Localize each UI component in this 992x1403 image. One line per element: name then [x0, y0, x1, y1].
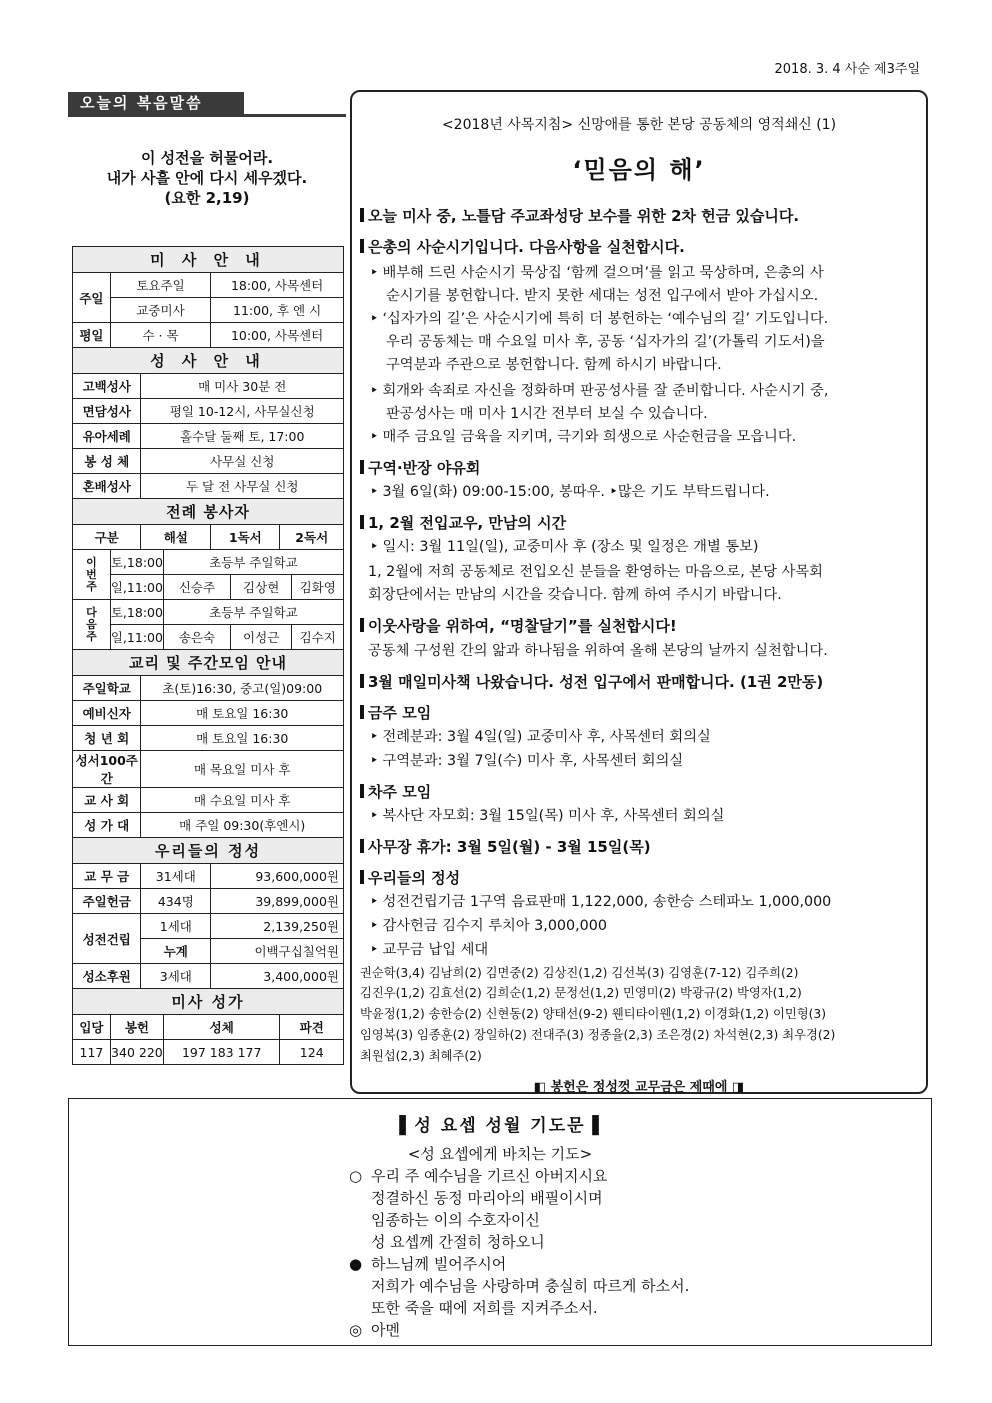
building-count: 1세대: [141, 914, 211, 939]
prayer-title: ▌성 요셉 성월 기도문▐: [399, 1116, 601, 1136]
prayer-text: 임종하는 이의 수호자이신: [371, 1211, 540, 1229]
sacrament-value: 사무실 신청: [141, 449, 344, 474]
notice-heading: 이웃사랑을 위하여, “명찰달기”를 실천합시다!: [360, 615, 926, 638]
prayer-text: 아멘: [371, 1321, 400, 1339]
notice-bullet: ‣ 일시: 3월 11일(일), 교중미사 후 (장소 및 일정은 개별 통보): [360, 536, 936, 559]
notice-names: 박윤정(1,2) 송한승(2) 신현동(2) 양태선(9-2) 웬티타이웬(1,2) 이경화(1,2) 이민형(3): [360, 1007, 827, 1021]
gospel-line: 이 성전을 허물어라.: [140, 149, 274, 167]
liturgy-header: 구분: [73, 525, 141, 550]
notice-text: 구역분과 주관으로 봉헌합니다. 함께 하시기 바랍니다.: [386, 357, 722, 373]
prayer-text: 우리 주 예수님을 기르신 아버지시요: [371, 1167, 608, 1185]
gospel-tab-rule: [68, 114, 346, 117]
offering-name: 주일헌금: [73, 889, 141, 914]
prayer-line: [349, 1231, 545, 1253]
notice-names: 임영복(3) 임종훈(2) 장일하(2) 전대주(3) 정종율(2,3) 조은경(2) 차석현(2,3) 최우경(2): [360, 1028, 836, 1042]
mass-time: 10:00, 사목센터: [211, 323, 344, 348]
prayer-mark: ○: [349, 1167, 363, 1185]
notice-bullet: ‣ 매주 금요일 금육을 지키며, 극기와 희생으로 사순헌금을 모읍니다.: [360, 426, 936, 449]
notice-text: 우리 공동체는 매 수요일 미사 후, 공동 ‘십자가의 길’(가톨릭 기도서)을: [386, 334, 825, 350]
offering-name: 성소후원: [73, 964, 141, 989]
mass-name: 토요주일: [110, 273, 210, 298]
building-amount: 2,139,250원: [211, 914, 344, 939]
notice-subtitle: <2018년 사목지침> 신망애를 통한 본당 공동체의 영적쇄신 (1): [441, 117, 837, 133]
notice-heading: 1, 2월 전입교우, 만남의 시간: [360, 512, 926, 535]
liturgy-header: 2독서: [280, 525, 344, 550]
liturgy-day: 토,18:00: [110, 600, 163, 625]
prayer-line: [349, 1253, 506, 1275]
hymn-value: 197 183 177: [163, 1040, 280, 1065]
prayer-line: [349, 1165, 607, 1187]
liturgy-next-week-label: 다음주: [73, 600, 111, 650]
catechism-value: 매 수요일 미사 후: [141, 788, 344, 813]
notice-heading: 사무장 휴가: 3월 5일(월) - 3월 15일(목): [360, 836, 926, 859]
prayer-mark: ●: [349, 1255, 363, 1273]
notice-bullet: ‣ 배부해 드린 사순시기 묵상집 ‘함께 걸으며’를 읽고 묵상하며, 은총의 사: [360, 262, 936, 285]
offering-amount: 3,400,000원: [211, 964, 344, 989]
prayer-subtitle: <성 요셉에게 바치는 기도>: [407, 1145, 593, 1163]
sacrament-name: 혼배성사: [73, 474, 141, 499]
liturgy-reader-2: 김수지: [292, 625, 344, 650]
prayer-line: [349, 1319, 400, 1341]
catechism-value: 매 토요일 16:30: [141, 726, 344, 751]
sacrament-value: 홀수달 둘째 토, 17:00: [141, 424, 344, 449]
hymn-value: 117: [73, 1040, 111, 1065]
building-count: 누계: [141, 939, 211, 964]
hymns-title: 미사 성가: [73, 989, 344, 1015]
liturgy-reader-1: 이성근: [230, 625, 291, 650]
notice-bullet: ‣ ‘십자가의 길’은 사순시기에 특히 더 봉헌하는 ‘예수님의 길’ 기도입니다.: [360, 308, 936, 331]
bulletin-date: 2018. 3. 4 사순 제3주일: [774, 62, 920, 77]
sacrament-name: 고백성사: [73, 374, 141, 399]
prayer-box: [68, 1098, 932, 1346]
liturgy-commentator: 송은숙: [163, 625, 230, 650]
liturgy-merged: 초등부 주일학교: [163, 600, 343, 625]
notice-footer: ◧ 봉헌은 정성껏 교무금은 제때에 ◨: [533, 1080, 745, 1095]
liturgy-header: 1독서: [211, 525, 280, 550]
liturgy-merged: 초등부 주일학교: [163, 550, 343, 575]
hymn-header: 입당: [73, 1015, 111, 1040]
offering-count: 31세대: [141, 864, 211, 889]
catechism-value: 매 목요일 미사 후: [141, 751, 344, 788]
notice-heading: 차주 모임: [360, 781, 926, 804]
prayer-text: 성 요셉께 간절히 청하오니: [371, 1233, 545, 1251]
offering-amount: 39,899,000원: [211, 889, 344, 914]
catechism-name: 교 사 회: [73, 788, 141, 813]
notice-bullet: ‣ 복사단 자모회: 3월 15일(목) 미사 후, 사목센터 회의실: [360, 805, 936, 828]
prayer-line: [349, 1275, 689, 1297]
notice-heading: 구역·반장 야유회: [360, 457, 926, 480]
offering-name: 교 무 금: [73, 864, 141, 889]
offering-count: 3세대: [141, 964, 211, 989]
notice-bullet: ‣ 감사헌금 김수지 루치아 3,000,000: [360, 915, 936, 938]
mass-name: 수 · 목: [110, 323, 210, 348]
mass-name: 교중미사: [110, 298, 210, 323]
mass-title: 미 사 안 내: [73, 247, 344, 273]
hymn-value: 124: [280, 1040, 344, 1065]
catechism-name: 성 가 대: [73, 813, 141, 838]
notice-bullet: ‣ 3월 6일(화) 09:00-15:00, 봉따우. ‣많은 기도 부탁드립니다.: [360, 481, 936, 504]
notice-bullet: ‣ 교무금 납입 세대: [360, 939, 936, 962]
prayer-text: 또한 죽을 때에 저희를 지켜주소서.: [371, 1299, 598, 1317]
catechism-title: 교리 및 주간모임 안내: [73, 650, 344, 676]
notice-text: 공동체 구성원 간의 앎과 하나됨을 위하여 올해 본당의 날까지 실천합니다.: [368, 643, 828, 659]
liturgy-commentator: 신승주: [163, 575, 230, 600]
building-fund-label: 성전건립: [73, 914, 141, 964]
catechism-name: 청 년 회: [73, 726, 141, 751]
notice-text: 판공성사는 매 미사 1시간 전부터 보실 수 있습니다.: [386, 406, 708, 422]
catechism-name: 주일학교: [73, 676, 141, 701]
liturgy-title: 전례 봉사자: [73, 499, 344, 525]
notice-heading: 은총의 사순시기입니다. 다음사항을 실천합시다.: [360, 236, 926, 259]
sacrament-value: 매 미사 30분 전: [141, 374, 344, 399]
mass-sunday-label: 주일: [73, 273, 111, 323]
catechism-value: 매 토요일 16:30: [141, 701, 344, 726]
liturgy-reader-2: 김화영: [292, 575, 344, 600]
notice-heading: 우리들의 정성: [360, 867, 926, 890]
notice-text: 1, 2월에 저희 공동체로 전입오신 분들을 환영하는 마음으로, 본당 사목회: [368, 564, 823, 580]
prayer-mark: ◎: [349, 1321, 363, 1339]
liturgy-reader-1: 김상현: [230, 575, 291, 600]
notice-names: 최원섭(2,3) 최혜주(2): [360, 1049, 482, 1063]
notice-bullet: ‣ 전례분과: 3월 4일(일) 교중미사 후, 사목센터 회의실: [360, 726, 936, 749]
notice-text: 순시기를 봉헌합니다. 받지 못한 세대는 성전 입구에서 받아 가십시오.: [386, 288, 819, 304]
gospel-tab: [68, 92, 346, 116]
mass-time: 11:00, 후 엔 시: [211, 298, 344, 323]
notice-heading: 오늘 미사 중, 노틀담 주교좌성당 보수를 위한 2차 헌금 있습니다.: [360, 205, 926, 228]
notice-heading: 3월 매일미사책 나왔습니다. 성전 입구에서 판매합니다. (1권 2만동): [360, 671, 926, 694]
notice-bullet: ‣ 구역분과: 3월 7일(수) 미사 후, 사목센터 회의실: [360, 750, 936, 773]
info-table: [72, 246, 344, 1065]
offering-amount: 93,600,000원: [211, 864, 344, 889]
sacrament-title: 성 사 안 내: [73, 348, 344, 374]
building-amount: 이백구십칠억원: [211, 939, 344, 964]
prayer-text: 저희가 예수님을 사랑하며 충실히 따르게 하소서.: [371, 1277, 690, 1295]
liturgy-this-week-label: 이번주: [73, 550, 111, 600]
sacrament-value: 평일 10-12시, 사무실신청: [141, 399, 344, 424]
gospel-tab-label: 오늘의 복음말씀: [68, 92, 244, 114]
notice-names: 김진우(1,2) 김효선(2) 김희순(1,2) 문정선(1,2) 민영미(2) 박광규(2) 박영자(1,2): [360, 986, 802, 1000]
prayer-line: [349, 1297, 598, 1319]
hymn-header: 파견: [280, 1015, 344, 1040]
notice-bullet: ‣ 성전건립기금 1구역 음료판매 1,122,000, 송한승 스테파노 1,000,000: [360, 891, 936, 914]
catechism-name: 성서100주간: [73, 751, 141, 788]
sacrament-name: 봉 성 체: [73, 449, 141, 474]
gospel-verse: [68, 148, 346, 208]
notice-heading: 금주 모임: [360, 702, 926, 725]
hymn-header: 봉헌: [110, 1015, 163, 1040]
prayer-line: [349, 1187, 603, 1209]
gospel-reference: (요한 2,19): [164, 189, 250, 207]
notice-panel: [350, 90, 928, 1094]
liturgy-day: 일,11:00: [110, 575, 163, 600]
prayer-text: 정결하신 동정 마리아의 배필이시며: [371, 1189, 603, 1207]
liturgy-day: 토,18:00: [110, 550, 163, 575]
prayer-line: [349, 1209, 540, 1231]
notice-text: 회장단에서는 만남의 시간을 갖습니다. 함께 하여 주시기 바랍니다.: [368, 587, 782, 603]
offering-count: 434명: [141, 889, 211, 914]
prayer-text: 하느님께 빌어주시어: [371, 1255, 507, 1273]
catechism-value: 초(토)16:30, 중고(일)09:00: [141, 676, 344, 701]
notice-bullet: ‣ 회개와 속죄로 자신을 정화하며 판공성사를 잘 준비합니다. 사순시기 중,: [360, 380, 936, 403]
hymn-value: 340 220: [110, 1040, 163, 1065]
mass-weekday-label: 평일: [73, 323, 111, 348]
notice-title: ‘믿음의 해’: [572, 156, 706, 184]
gospel-line: 내가 사흘 안에 다시 세우겠다.: [106, 169, 308, 187]
notice-names: 권순학(3,4) 김남희(2) 김면중(2) 김상진(1,2) 김선복(3) 김영훈(7-12) 김주희(2): [360, 966, 799, 980]
offerings-title: 우리들의 정성: [73, 838, 344, 864]
hymn-header: 성체: [163, 1015, 280, 1040]
sacrament-name: 면담성사: [73, 399, 141, 424]
mass-time: 18:00, 사목센터: [211, 273, 344, 298]
catechism-value: 매 주일 09:30(후엔시): [141, 813, 344, 838]
liturgy-day: 일,11:00: [110, 625, 163, 650]
liturgy-header: 해설: [141, 525, 211, 550]
catechism-name: 예비신자: [73, 701, 141, 726]
sacrament-name: 유아세례: [73, 424, 141, 449]
sacrament-value: 두 달 전 사무실 신청: [141, 474, 344, 499]
